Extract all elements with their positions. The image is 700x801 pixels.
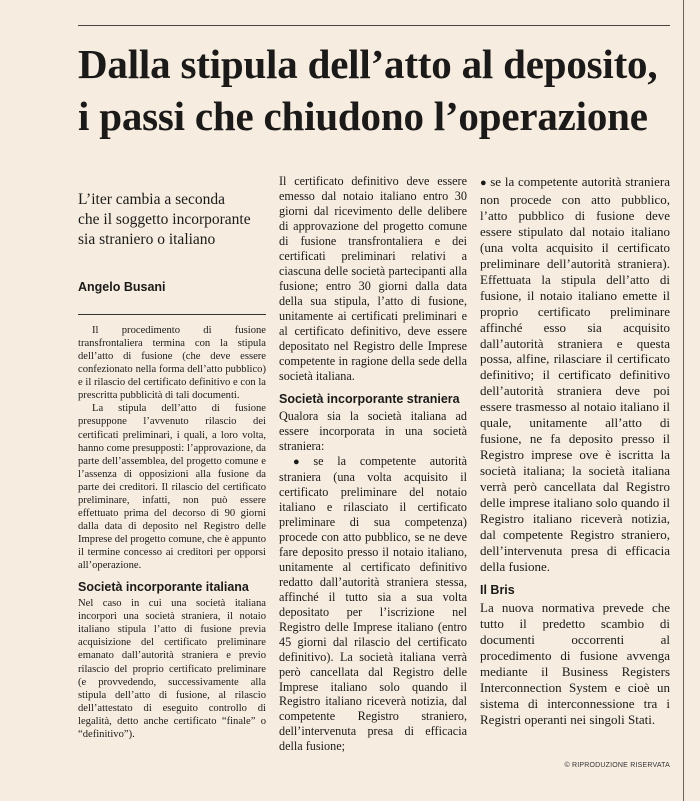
bullet-item-1 (279, 454, 467, 755)
body-paragraph-6: La nuova normativa prevede che tutto il predetto scambio di documenti occorrenti al procedimento di fusione avvenga mediante il Business Registers Interconnection System e cioè un sistema di interconnessione tra i Registri operanti nei singoli Stati. (480, 599, 670, 727)
bullet-item-1-text: se la competente autorità straniera (una volta acquisito il certificato preliminare del notaio italiano e rilasciato il certificato preliminare di sua competenza) procede con atto pubblico, se ne deve fare deposito presso il notaio italiano, unitamente al certificato definitivo redatto dall’autorità straniera stessa, affinché il tutto sia a sua volta depositato per l’iscrizione nel Registro delle Imprese italiano (entro 45 giorni dal rilascio del certificato definitivo). La società italiana verrà però cancellata dal Registro delle Imprese italiano solo quando il Registro italiano riceverà notizia, dal competente Registro straniero, dell’intervenuta presa di efficacia della fusione; (279, 453, 467, 754)
body-paragraph-3: Nel caso in cui una società italiana incorpori una società straniera, il notaio italiano stipula l’atto di fusione previa acquisizione del certificato preliminare emanato dall’autorità straniera e previo rilascio del proprio certificato preliminare (e provvedendo, successivamente alla stipula dell’atto di fusione, al rilascio dell’attestato di eseguito controllo di legalità, detto anche certificato “finale” o “definitivo”). (78, 598, 266, 740)
standfirst-line-3: sia straniero o italiano (78, 231, 216, 248)
bullet-item-2-text: se la competente autorità straniera non procede con atto pubblico, l’atto pubblico di fusione deve essere stipulato dal notaio italiano (una volta acquisito il certificato preliminare dell’autorità straniera). Effettuata la stipula dell’atto di fusione, il notaio italiano emette il proprio certificato preliminare affinché esso sia acquisito dall’autorità straniera e questa possa, alfine, rilasciare il certificato definitivo; il certificato definitivo dell’autorità straniera deve poi essere trasmesso al notaio italiano il quale, unitamente all’atto di fusione, ne fa deposito presso il Registro imprese ove è iscritta la società italiana; la società italiana verrà però cancellata dal Registro delle imprese italiano solo quando il Registro italiano riceverà notizia, dal competente Registro straniero, dell’intervenuta presa di efficacia della fusione. (480, 174, 670, 574)
column-1 (78, 324, 266, 741)
column-2 (279, 174, 467, 754)
body-paragraph-1: Il procedimento di fusione transfrontaliera termina con la stipula dell’atto di fusione (che deve essere confezionato nella forma dell’atto pubblico) e il rilascio del certificato definitivo e con la prescritta pubblicità di tali documenti. (78, 325, 266, 402)
byline-rule (78, 314, 266, 315)
subheading-incorporante-straniera: Società incorporante straniera (279, 391, 460, 406)
bullet-item-2 (480, 174, 670, 575)
headline (78, 38, 678, 142)
standfirst-line-2: che il soggetto incorporante (78, 211, 251, 228)
copyright-notice: © RIPRODUZIONE RISERVATA (564, 762, 670, 769)
bullet-icon: ● (293, 455, 311, 468)
headline-line-1: Dalla stipula dell’atto al deposito, (78, 41, 658, 87)
headline-line-2: i passi che chiudono l’operazione (78, 93, 648, 139)
page-edge-rule (683, 0, 684, 801)
standfirst-line-1: L’iter cambia a seconda (78, 191, 226, 208)
bullet-icon: ● (480, 177, 488, 189)
column-3 (480, 174, 670, 727)
body-paragraph-5: Qualora sia la società italiana ad essere incorporata in una società straniera: (279, 408, 467, 453)
standfirst (78, 190, 268, 250)
top-rule (78, 25, 670, 26)
subheading-incorporante-italiana: Società incorporante italiana (78, 580, 249, 595)
body-paragraph-2: La stipula dell’atto di fusione presuppone l’avvenuto rilascio dei certificati preliminari, i quali, a loro volta, hanno come presupposti: l’approvazione, da parte dell’assemblea, del progetto comune e l’assenza di opposizioni alla fusione da parte dei creditori. Il rilascio del certificato preliminare, infatti, non può essere effettuato prima del decorso di 90 giorni dalla data di deposito nel Registro delle Imprese del progetto comune, che è appunto il termine concesso ai creditori per opporsi all’operazione. (78, 403, 266, 572)
body-paragraph-4: Il certificato definitivo deve essere emesso dal notaio italiano entro 30 giorni dal ricevimento delle delibere di approvazione del progetto comune di fusione transfrontaliera e dei certificati preliminari relativi a ciascuna delle società partecipanti alla fusione; entro 30 giorni dalla data della sua stipula, l’atto di fusione, unitamente ai certificati preliminari e al certificato definitivo, deve essere depositato nel Registro delle Imprese competente in ragione della sede della società italiana. (279, 174, 467, 383)
subheading-bris: Il Bris (480, 582, 515, 597)
byline: Angelo Busani (78, 280, 166, 294)
